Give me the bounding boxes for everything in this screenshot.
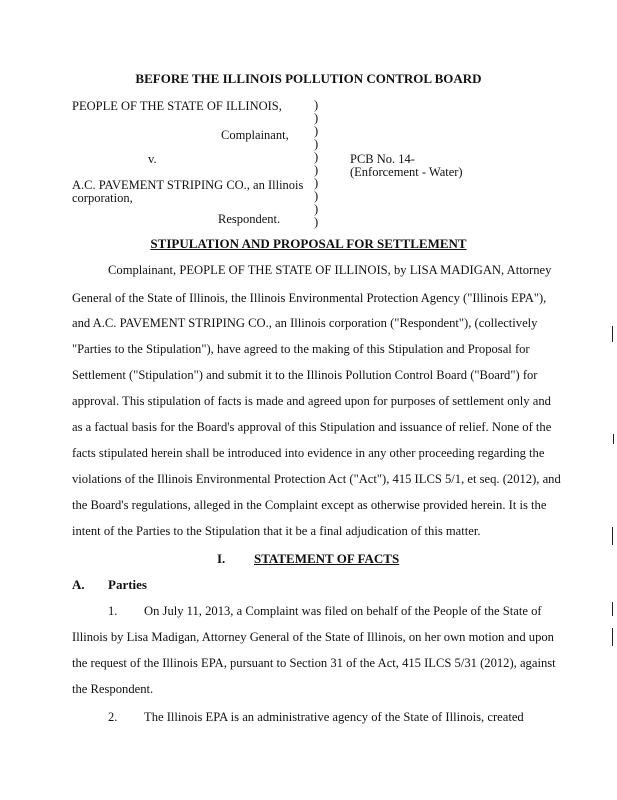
case-type: (Enforcement - Water)	[350, 165, 463, 179]
defendant-name: A.C. PAVEMENT STRIPING CO., an Illinois	[72, 178, 304, 192]
scan-mark	[612, 527, 613, 545]
text-line: Complainant, PEOPLE OF THE STATE OF ILLINOIS, by LISA MADIGAN, Attorney	[108, 263, 552, 277]
subsection-letter: A.	[72, 577, 85, 592]
section-number: I.	[217, 551, 226, 566]
paragraph-number: 1.	[108, 604, 118, 618]
paragraph-number: 2.	[108, 710, 118, 724]
scan-mark	[613, 434, 614, 444]
text-line: the request of the Illinois EPA, pursuant to Section 31 of the Act, 415 ILCS 5/31 (2012), against	[72, 656, 556, 670]
paren: )	[314, 202, 319, 216]
text-line: Illinois by Lisa Madigan, Attorney General of the State of Illinois, on her own motion and upon	[72, 630, 554, 644]
text-line: "Parties to the Stipulation"), have agreed to the making of this Stipulation and Proposal for	[72, 342, 530, 356]
paren: )	[314, 189, 319, 203]
text-line: the Respondent.	[72, 682, 154, 696]
subsection-title: Parties	[108, 577, 147, 592]
scan-mark	[612, 326, 613, 342]
caption-parentheses	[314, 99, 318, 229]
text-line: The Illinois EPA is an administrative agency of the State of Illinois, created	[144, 710, 524, 724]
versus-label: v.	[148, 152, 157, 166]
case-number: PCB No. 14-	[350, 152, 415, 166]
paren: )	[314, 215, 319, 229]
board-heading: BEFORE THE ILLINOIS POLLUTION CONTROL BOARD	[135, 71, 482, 86]
text-line: intent of the Parties to the Stipulation that it be a final adjudication of this matter.	[72, 524, 481, 538]
paren: )	[314, 124, 319, 138]
complainant-label: Complainant,	[221, 128, 289, 142]
defendant-type: corporation,	[72, 191, 133, 205]
text-line: facts stipulated herein shall be introduced into evidence in any other proceeding regarding the	[72, 446, 545, 460]
text-line: and A.C. PAVEMENT STRIPING CO., an Illinois corporation ("Respondent"), (collectively	[72, 316, 538, 330]
document-title: STIPULATION AND PROPOSAL FOR SETTLEMENT	[150, 236, 467, 251]
plaintiff-name: PEOPLE OF THE STATE OF ILLINOIS,	[72, 99, 282, 113]
paren: )	[314, 137, 319, 151]
paren: )	[314, 150, 319, 164]
text-line: On July 11, 2013, a Complaint was filed on behalf of the People of the State of	[144, 604, 542, 618]
paren: )	[314, 176, 319, 190]
text-line: violations of the Illinois Environmental Protection Act ("Act"), 415 ILCS 5/1, et seq. (2012), and	[72, 472, 561, 486]
paren: )	[314, 111, 319, 125]
text-line: approval. This stipulation of facts is made and agreed upon for purposes of settlement only and	[72, 394, 551, 408]
scan-mark	[612, 628, 613, 646]
section-title: STATEMENT OF FACTS	[254, 551, 400, 566]
paren: )	[314, 98, 319, 112]
text-line: the Board's regulations, alleged in the Complaint except as otherwise provided herein. It is the	[72, 498, 547, 512]
scan-mark	[612, 602, 613, 616]
text-line: Settlement ("Stipulation") and submit it to the Illinois Pollution Control Board ("Board") for	[72, 368, 538, 382]
paren: )	[314, 163, 319, 177]
text-line: as a factual basis for the Board's approval of this Stipulation and issuance of relief. None of the	[72, 420, 552, 434]
text-line: General of the State of Illinois, the Illinois Environmental Protection Agency ("Illinois EPA"),	[72, 291, 547, 305]
respondent-label: Respondent.	[218, 212, 281, 226]
